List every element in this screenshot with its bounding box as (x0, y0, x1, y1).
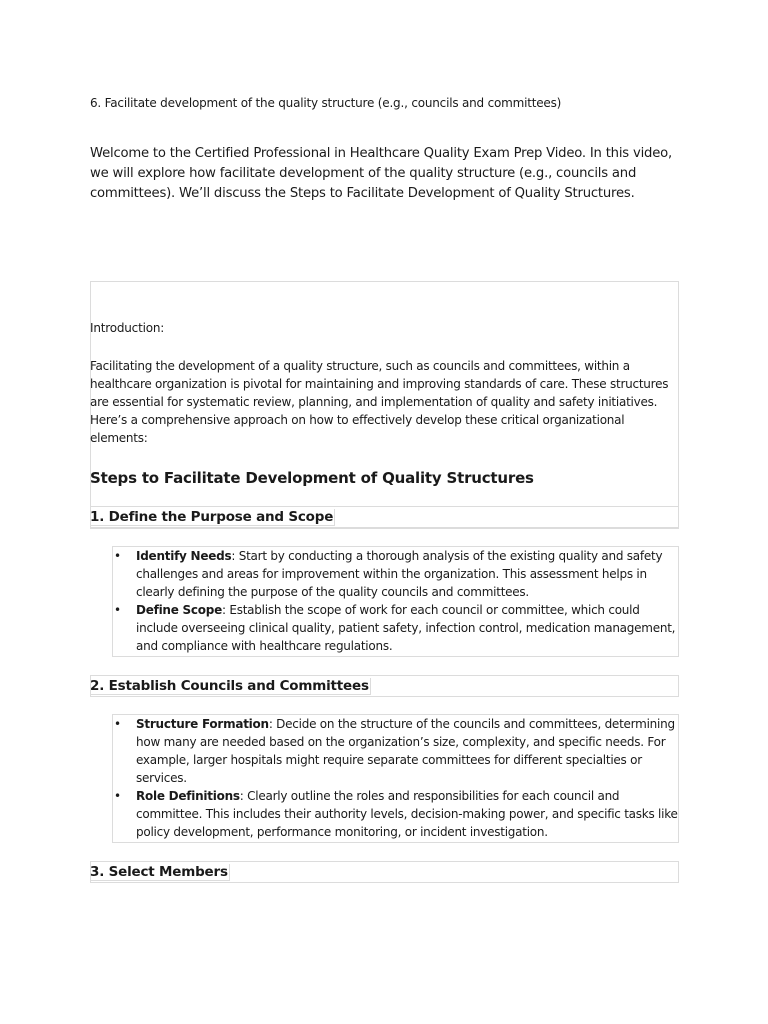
section-1-heading-text: 1. Define the Purpose and Scope (90, 509, 334, 525)
section-3-heading (90, 862, 230, 882)
list-item-term: Role Definitions (136, 789, 240, 803)
list-item-term: Structure Formation (136, 717, 269, 731)
list-item-text: : Start by conducting a thorough analysis of the existing quality and safety challenges and areas for improvement within the organization. This assessment helps in clearly defining the purpose of the quality councils and committees. (136, 549, 663, 599)
section-2-heading-text: 2. Establish Councils and Committees (90, 678, 369, 694)
bullet-icon: • (114, 603, 121, 617)
list-item (112, 715, 678, 787)
intro-paragraph: Facilitating the development of a quality structure, such as councils and committees, within a healthcare organization is pivotal for maintaining and improving standards of care. These structures are essential for systematic review, planning, and implementation of quality and safety initiatives. Here’s a comprehensive approach on how to effectively develop these critical organizational elements: (90, 359, 669, 445)
list-item (112, 601, 678, 655)
list-item-term: Define Scope (136, 603, 223, 617)
list-item-text: : Decide on the structure of the councils and committees, determining how many are needed based on the organization’s size, complexity, and specific needs. For example, larger hospitals might require separate committees for different specialties or services. (136, 717, 675, 785)
bullet-icon: • (114, 717, 121, 731)
topic-line: 6. Facilitate development of the quality structure (e.g., councils and committees) (90, 96, 562, 110)
bullet-icon: • (114, 789, 121, 803)
list-item (112, 787, 678, 841)
main-heading: Steps to Facilitate Development of Quality Structures (90, 469, 534, 487)
section-1-heading (90, 507, 335, 527)
list-item-text: : Clearly outline the roles and responsibilities for each council and committee. This includes their authority levels, decision-making power, and specific tasks like policy development, performance monitoring, or incident investigation. (136, 789, 678, 839)
welcome-paragraph: Welcome to the Certified Professional in Healthcare Quality Exam Prep Video. In this video, we will explore how facilitate development of the quality structure (e.g., councils and committees). We’ll discuss the Steps to Facilitate Development of Quality Structures. (90, 146, 672, 201)
list-item (112, 547, 678, 601)
section-2-list (112, 715, 678, 841)
intro-label: Introduction: (90, 321, 165, 335)
section-2-heading (90, 676, 371, 696)
section-1-list (112, 547, 678, 655)
section-3-heading-text: 3. Select Members (90, 864, 228, 880)
bullet-icon: • (114, 549, 121, 563)
list-item-text: : Establish the scope of work for each council or committee, which could include overseeing clinical quality, patient safety, infection control, medication management, and compliance with healthcare regulations. (136, 603, 676, 653)
list-item-term: Identify Needs (136, 549, 232, 563)
